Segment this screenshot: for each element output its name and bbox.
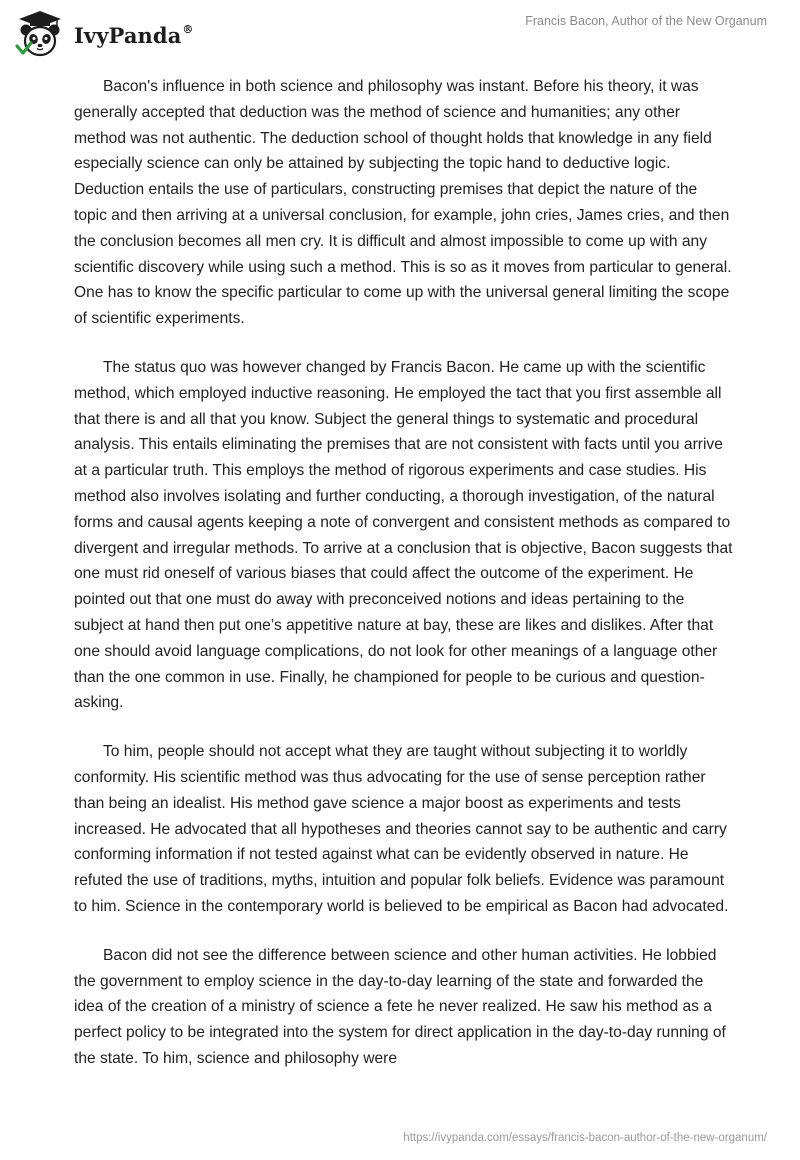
article-paragraph: To him, people should not accept what they are taught without subjecting it to worldly conformity. His scientific method was thus advocating for the use of sense perception rather than being an idealist. His method gave science a major boost as experiments and tests increased. He advocated that all hypotheses and theories cannot say to be authentic and carry conforming information if not tested against what can be evidently observed in nature. He refuted the use of traditions, myths, intuition and popular folk beliefs. Evidence was paramount to him. Science in the contemporary world is believed to be empirical as Bacon had advocated. bbox=[74, 743, 729, 915]
brand-name bbox=[74, 23, 194, 48]
page-header bbox=[0, 0, 800, 70]
article-paragraph: Bacon's influence in both science and philosophy was instant. Before his theory, it was generally accepted that deduction was the method of science and humanities; any other method was not authentic. The deduction school of thought holds that knowledge in any field especially science can only be attained by subjecting the topic hand to deductive logic. Deduction entails the use of particulars, constructing premises that depict the nature of the topic and then arriving at a universal conclusion, for example, john cries, James cries, and then the conclusion becomes all men cry. It is difficult and almost impossible to come up with any scientific discovery while using such a method. This is so as it moves from particular to general. One has to know the specific particular to come up with the universal general limiting the scope of scientific experiments. bbox=[74, 78, 732, 328]
source-url[interactable]: https://ivypanda.com/essays/francis-bacon-author-of-the-new-organum/ bbox=[403, 1132, 767, 1144]
article-body bbox=[74, 74, 734, 1095]
document-title: Francis Bacon, Author of the New Organum bbox=[525, 14, 767, 28]
article-paragraph: The status quo was however changed by Francis Bacon. He came up with the scientific method, which employed inductive reasoning. He employed the tact that you first assemble all that there is and all that you know. Subject the general things to systematic and procedural analysis. This entails eliminating the premises that are not consistent with facts until you arrive at a particular truth. This employs the method of rigorous experiments and case studies. His method also involves isolating and further conducting, a thorough investigation, of the natural forms and causal agents keeping a note of convergent and consistent methods as compared to divergent and irregular methods. To arrive at a conclusion that is objective, Bacon suggests that one must rid oneself of various biases that could affect the outcome of the experiment. He pointed out that one must do away with preconceived notions and ideas pertaining to the subject at hand then put one’s appetitive nature at bay, these are likes and dislikes. After that one should avoid language complications, do not look for other meanings of a language other than the one common in use. Finally, he championed for people to be curious and question-asking. bbox=[74, 358, 733, 712]
panda-graduate-icon bbox=[14, 8, 66, 60]
brand-name-text: IvyPanda bbox=[74, 22, 182, 48]
brand-logo[interactable] bbox=[14, 8, 194, 60]
registered-mark: ® bbox=[182, 22, 194, 36]
article-paragraph: Bacon did not see the difference between science and other human activities. He lobbied the government to employ science in the day-to-day learning of the state and forwarded the idea of the creation of a ministry of science a fete he never realized. He saw his method as a perfect policy to be integrated into the system for direct application in the day-to-day running of the state. To him, science and philosophy were bbox=[74, 946, 726, 1067]
